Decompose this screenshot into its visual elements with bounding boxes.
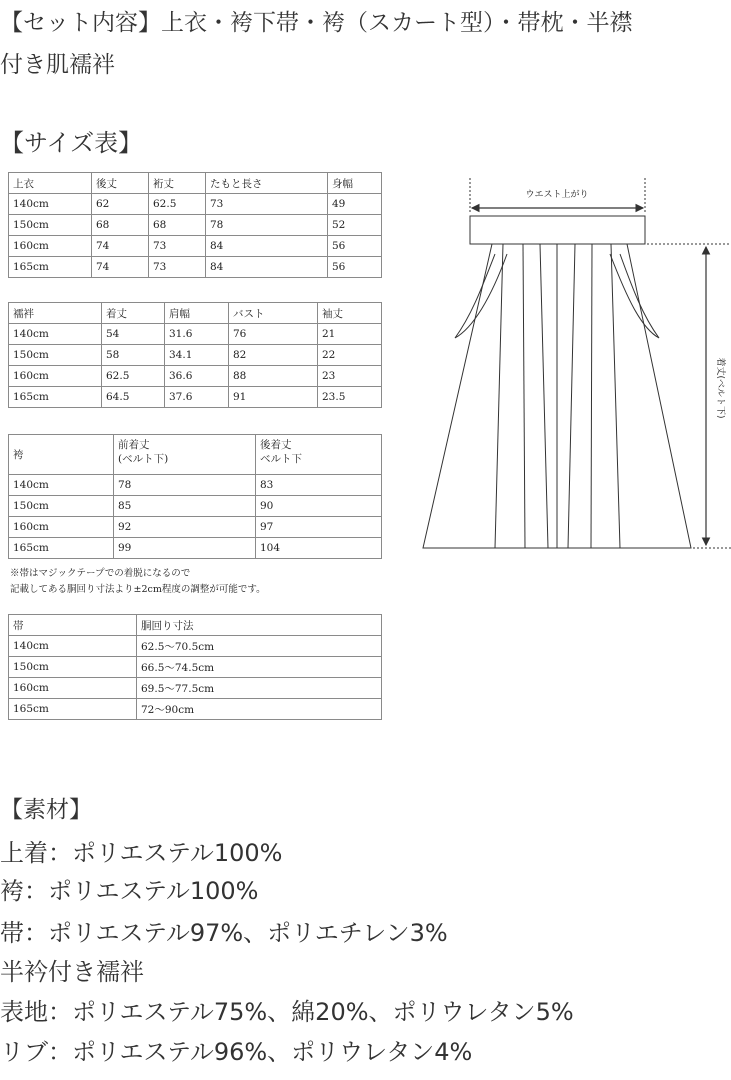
cell: 150cm <box>9 657 137 678</box>
pleat-line <box>591 244 592 548</box>
table-row <box>9 678 382 699</box>
intro-line-1: 【セット内容】上衣・袴下帯・袴（スカート型）・帯枕・半襟 <box>0 10 633 36</box>
cell: 97 <box>256 517 382 538</box>
pleat-line <box>523 244 525 548</box>
table-row <box>9 657 382 678</box>
cell: 62.5 <box>149 194 206 215</box>
cell: 74 <box>92 236 149 257</box>
cell: 165cm <box>9 387 102 408</box>
cell: 85 <box>114 496 256 517</box>
cell: 76 <box>229 324 318 345</box>
hakama-size-table <box>8 434 382 559</box>
cell: 160cm <box>9 236 92 257</box>
cell: 62 <box>92 194 149 215</box>
back-length-sublabel: ベルト下 <box>260 453 302 465</box>
material-line-outer-fabric: 表地：ポリエステル75%、綿20%、ポリウレタン5% <box>0 998 574 1026</box>
note-line-2: 記載してある胴回り寸法より±2cm程度の調整が可能です。 <box>10 584 266 595</box>
material-line-rib: リブ：ポリエステル96%、ポリウレタン4% <box>0 1038 473 1066</box>
header-cell: 袖丈 <box>318 303 382 324</box>
table-row <box>9 236 382 257</box>
cell: 22 <box>318 345 382 366</box>
table-row <box>9 324 382 345</box>
cell: 56 <box>328 236 382 257</box>
cell: 49 <box>328 194 382 215</box>
header-cell <box>256 435 382 475</box>
cell: 64.5 <box>102 387 165 408</box>
header-cell: 上衣 <box>9 173 92 194</box>
cell: 150cm <box>9 496 114 517</box>
cell: 78 <box>114 475 256 496</box>
header-cell: 帯 <box>9 615 137 636</box>
cell: 36.6 <box>165 366 229 387</box>
cell: 84 <box>206 257 328 278</box>
cell: 92 <box>114 517 256 538</box>
cell: 66.5〜74.5cm <box>137 657 382 678</box>
cell: 23 <box>318 366 382 387</box>
front-length-sublabel: (ベルト下) <box>118 453 169 465</box>
table-row <box>9 496 382 517</box>
length-arrow-down-icon <box>703 538 710 545</box>
material-line-hakama: 袴：ポリエステル100% <box>0 877 259 905</box>
cell: 72〜90cm <box>137 699 382 720</box>
cell: 150cm <box>9 345 102 366</box>
cell: 83 <box>256 475 382 496</box>
length-label: 着丈(ベルト下) <box>715 357 725 419</box>
table-row <box>9 699 382 720</box>
cell: 68 <box>92 215 149 236</box>
table-header-row <box>9 615 382 636</box>
table-row <box>9 387 382 408</box>
cell: 99 <box>114 538 256 559</box>
jacket-size-table <box>8 172 382 278</box>
cell: 56 <box>328 257 382 278</box>
cell: 21 <box>318 324 382 345</box>
material-line-jacket: 上着：ポリエステル100% <box>0 839 283 867</box>
cell: 82 <box>229 345 318 366</box>
cell: 160cm <box>9 366 102 387</box>
back-length-label: 後着丈 <box>260 439 292 451</box>
header-cell: 着丈 <box>102 303 165 324</box>
cell: 62.5 <box>102 366 165 387</box>
intro-line-2: 付き肌襦袢 <box>0 52 115 78</box>
cell: 37.6 <box>165 387 229 408</box>
table-row <box>9 257 382 278</box>
waist-label: ウエスト上がり <box>525 190 589 200</box>
cell: 160cm <box>9 678 137 699</box>
cell: 68 <box>149 215 206 236</box>
table-row <box>9 194 382 215</box>
header-cell: 襦袢 <box>9 303 102 324</box>
table-header-row <box>9 435 382 475</box>
header-cell: 後丈 <box>92 173 149 194</box>
header-cell: 胴回り寸法 <box>137 615 382 636</box>
header-cell: バスト <box>229 303 318 324</box>
pleat-line <box>568 244 575 548</box>
cell: 54 <box>102 324 165 345</box>
cell: 34.1 <box>165 345 229 366</box>
cell: 62.5〜70.5cm <box>137 636 382 657</box>
obi-adjustment-note <box>10 566 266 598</box>
cell: 165cm <box>9 257 92 278</box>
waist-arrow-right-icon <box>636 205 643 212</box>
table-row <box>9 538 382 559</box>
material-line-juban-title: 半衿付き襦袢 <box>0 958 144 986</box>
table-row <box>9 475 382 496</box>
note-line-1: ※帯はマジックテープでの着脱になるので <box>10 568 191 579</box>
cell: 31.6 <box>165 324 229 345</box>
material-line-obi: 帯：ポリエステル97%、ポリエチレン3% <box>0 919 448 947</box>
cell: 58 <box>102 345 165 366</box>
length-arrow-up-icon <box>703 247 710 254</box>
table-row <box>9 636 382 657</box>
cell: 69.5〜77.5cm <box>137 678 382 699</box>
side-opening-right <box>610 254 659 338</box>
cell: 73 <box>206 194 328 215</box>
pleat-line <box>611 244 620 548</box>
cell: 84 <box>206 236 328 257</box>
cell: 90 <box>256 496 382 517</box>
header-cell: 袴 <box>9 435 114 475</box>
juban-size-table <box>8 302 382 408</box>
table-row <box>9 366 382 387</box>
cell: 140cm <box>9 194 92 215</box>
hakama-diagram <box>415 170 731 560</box>
front-length-label: 前着丈 <box>118 439 150 451</box>
waist-arrow-left-icon <box>472 205 479 212</box>
cell: 74 <box>92 257 149 278</box>
table-row <box>9 517 382 538</box>
materials-heading: 【素材】 <box>0 797 92 823</box>
header-cell <box>114 435 256 475</box>
table-row <box>9 345 382 366</box>
cell: 160cm <box>9 517 114 538</box>
table-header-row <box>9 173 382 194</box>
cell: 91 <box>229 387 318 408</box>
cell: 165cm <box>9 699 137 720</box>
cell: 73 <box>149 257 206 278</box>
pleat-line <box>540 244 548 548</box>
cell: 52 <box>328 215 382 236</box>
cell: 150cm <box>9 215 92 236</box>
header-cell: たもと長さ <box>206 173 328 194</box>
table-row <box>9 215 382 236</box>
cell: 140cm <box>9 475 114 496</box>
cell: 88 <box>229 366 318 387</box>
cell: 165cm <box>9 538 114 559</box>
obi-size-table <box>8 614 382 720</box>
side-opening-left <box>455 254 507 338</box>
header-cell: 肩幅 <box>165 303 229 324</box>
size-table-heading: 【サイズ表】 <box>0 129 143 157</box>
cell: 78 <box>206 215 328 236</box>
header-cell: 裄丈 <box>149 173 206 194</box>
waistband <box>470 216 645 244</box>
cell: 140cm <box>9 324 102 345</box>
cell: 73 <box>149 236 206 257</box>
table-header-row <box>9 303 382 324</box>
pleat-line <box>495 244 503 548</box>
header-cell: 身幅 <box>328 173 382 194</box>
cell: 140cm <box>9 636 137 657</box>
cell: 23.5 <box>318 387 382 408</box>
cell: 104 <box>256 538 382 559</box>
